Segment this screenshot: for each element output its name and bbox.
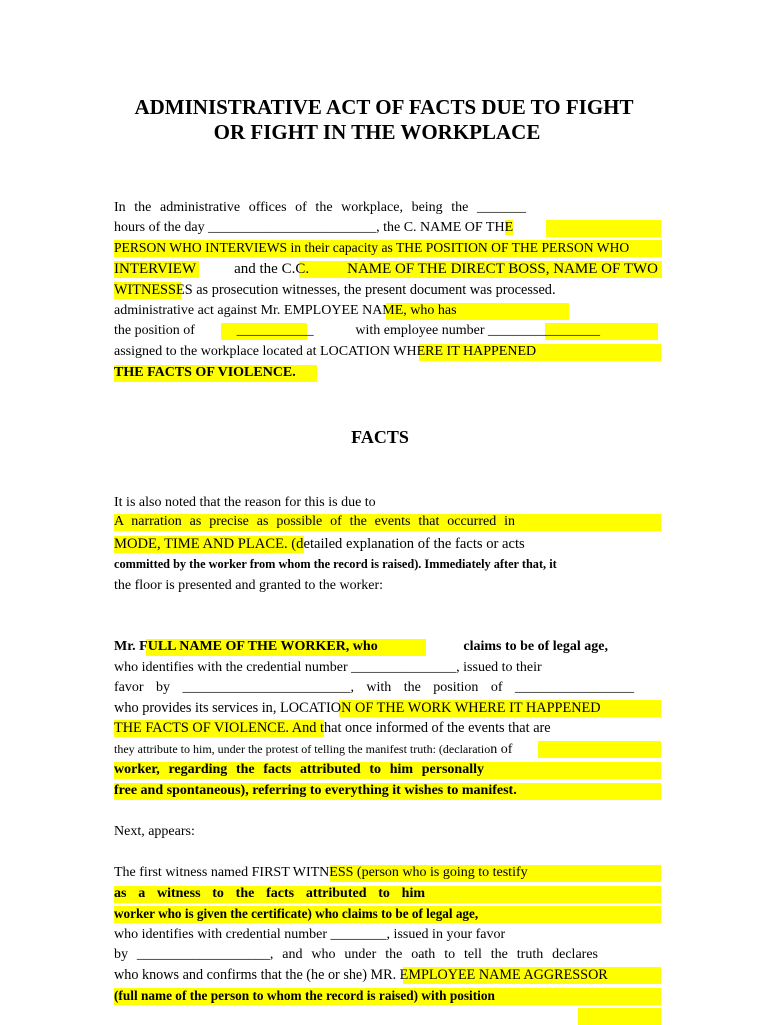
facts-line-1: It is also noted that the reason for this is due to [114, 495, 376, 510]
witness-line-3: worker who is given the certificate) who claims to be of legal age, [114, 906, 479, 921]
worker-line-6: they attribute to him, under the protest of telling the manifest truth: (declaration of [114, 742, 513, 757]
worker-line-7: worker, regarding the facts attributed to him personally [114, 762, 484, 777]
witness-line-1: The first witness named FIRST WITNESS (person who is going to testify [114, 865, 528, 880]
facts-line-4: committed by the worker from whom the record is raised). Immediately after that, it [114, 557, 557, 571]
witness-line-6: who knows and confirms that the (he or she) MR. EMPLOYEE NAME AGGRESSOR [114, 967, 608, 983]
worker-line-5: THE FACTS OF VIOLENCE. And that once informed of the events that are [114, 720, 551, 736]
facts-line-2: A narration as precise as possible of the events that occurred in [114, 514, 515, 529]
facts-heading: FACTS [351, 427, 409, 447]
highlight-bar [578, 1008, 661, 1025]
facts-line-5: the floor is presented and granted to the worker: [114, 578, 384, 593]
worker-line-3: favor by ________________________, with the position of _________________ [114, 680, 634, 695]
witness-line-7: (full name of the person to whom the record is raised) with position [114, 988, 495, 1003]
intro-line-9: THE FACTS OF VIOLENCE. [114, 365, 296, 380]
intro-line-2: hours of the day ________________________, the C. NAME OF THE [114, 220, 514, 235]
worker-line-2: who identifies with the credential number _______________, issued to their [114, 660, 542, 675]
document-title-line-1: ADMINISTRATIVE ACT OF FACTS DUE TO FIGHT [134, 95, 634, 119]
document-title-line-2: OR FIGHT IN THE WORKPLACE [213, 120, 541, 144]
intro-line-1: In the administrative offices of the workplace, being the _______ [114, 200, 526, 215]
witness-line-4: who identifies with credential number ________, issued in your favor [114, 927, 506, 942]
highlight-bar [538, 741, 661, 758]
intro-line-7: the position of ___________ with employee number ________________ [114, 323, 600, 338]
intro-line-4: INTERVIEW and the C.C. NAME OF THE DIRECT BOSS, NAME OF TWO [114, 261, 658, 277]
witness-line-5: by ___________________, and who under the oath to tell the truth declares [114, 947, 598, 962]
worker-line-1: Mr. FULL NAME OF THE WORKER, who claims to be of legal age, [114, 639, 608, 654]
next-appears-label: Next, appears: [114, 824, 195, 839]
worker-line-8: free and spontaneous), referring to everything it wishes to manifest. [114, 783, 517, 798]
witness-line-2: as a witness to the facts attributed to him [114, 886, 425, 901]
intro-line-5: WITNESSES as prosecution witnesses, the present document was processed. [114, 282, 556, 298]
intro-line-3: PERSON WHO INTERVIEWS in their capacity as THE POSITION OF THE PERSON WHO [114, 240, 630, 255]
highlight-bar [546, 220, 661, 237]
intro-line-8: assigned to the workplace located at LOCATION WHERE IT HAPPENED [114, 344, 537, 359]
worker-line-4: who provides its services in, LOCATION OF THE WORK WHERE IT HAPPENED [114, 700, 601, 716]
facts-line-3: MODE, TIME AND PLACE. (detailed explanation of the facts or acts [114, 536, 525, 552]
intro-line-6: administrative act against Mr. EMPLOYEE NAME, who has [114, 303, 457, 318]
